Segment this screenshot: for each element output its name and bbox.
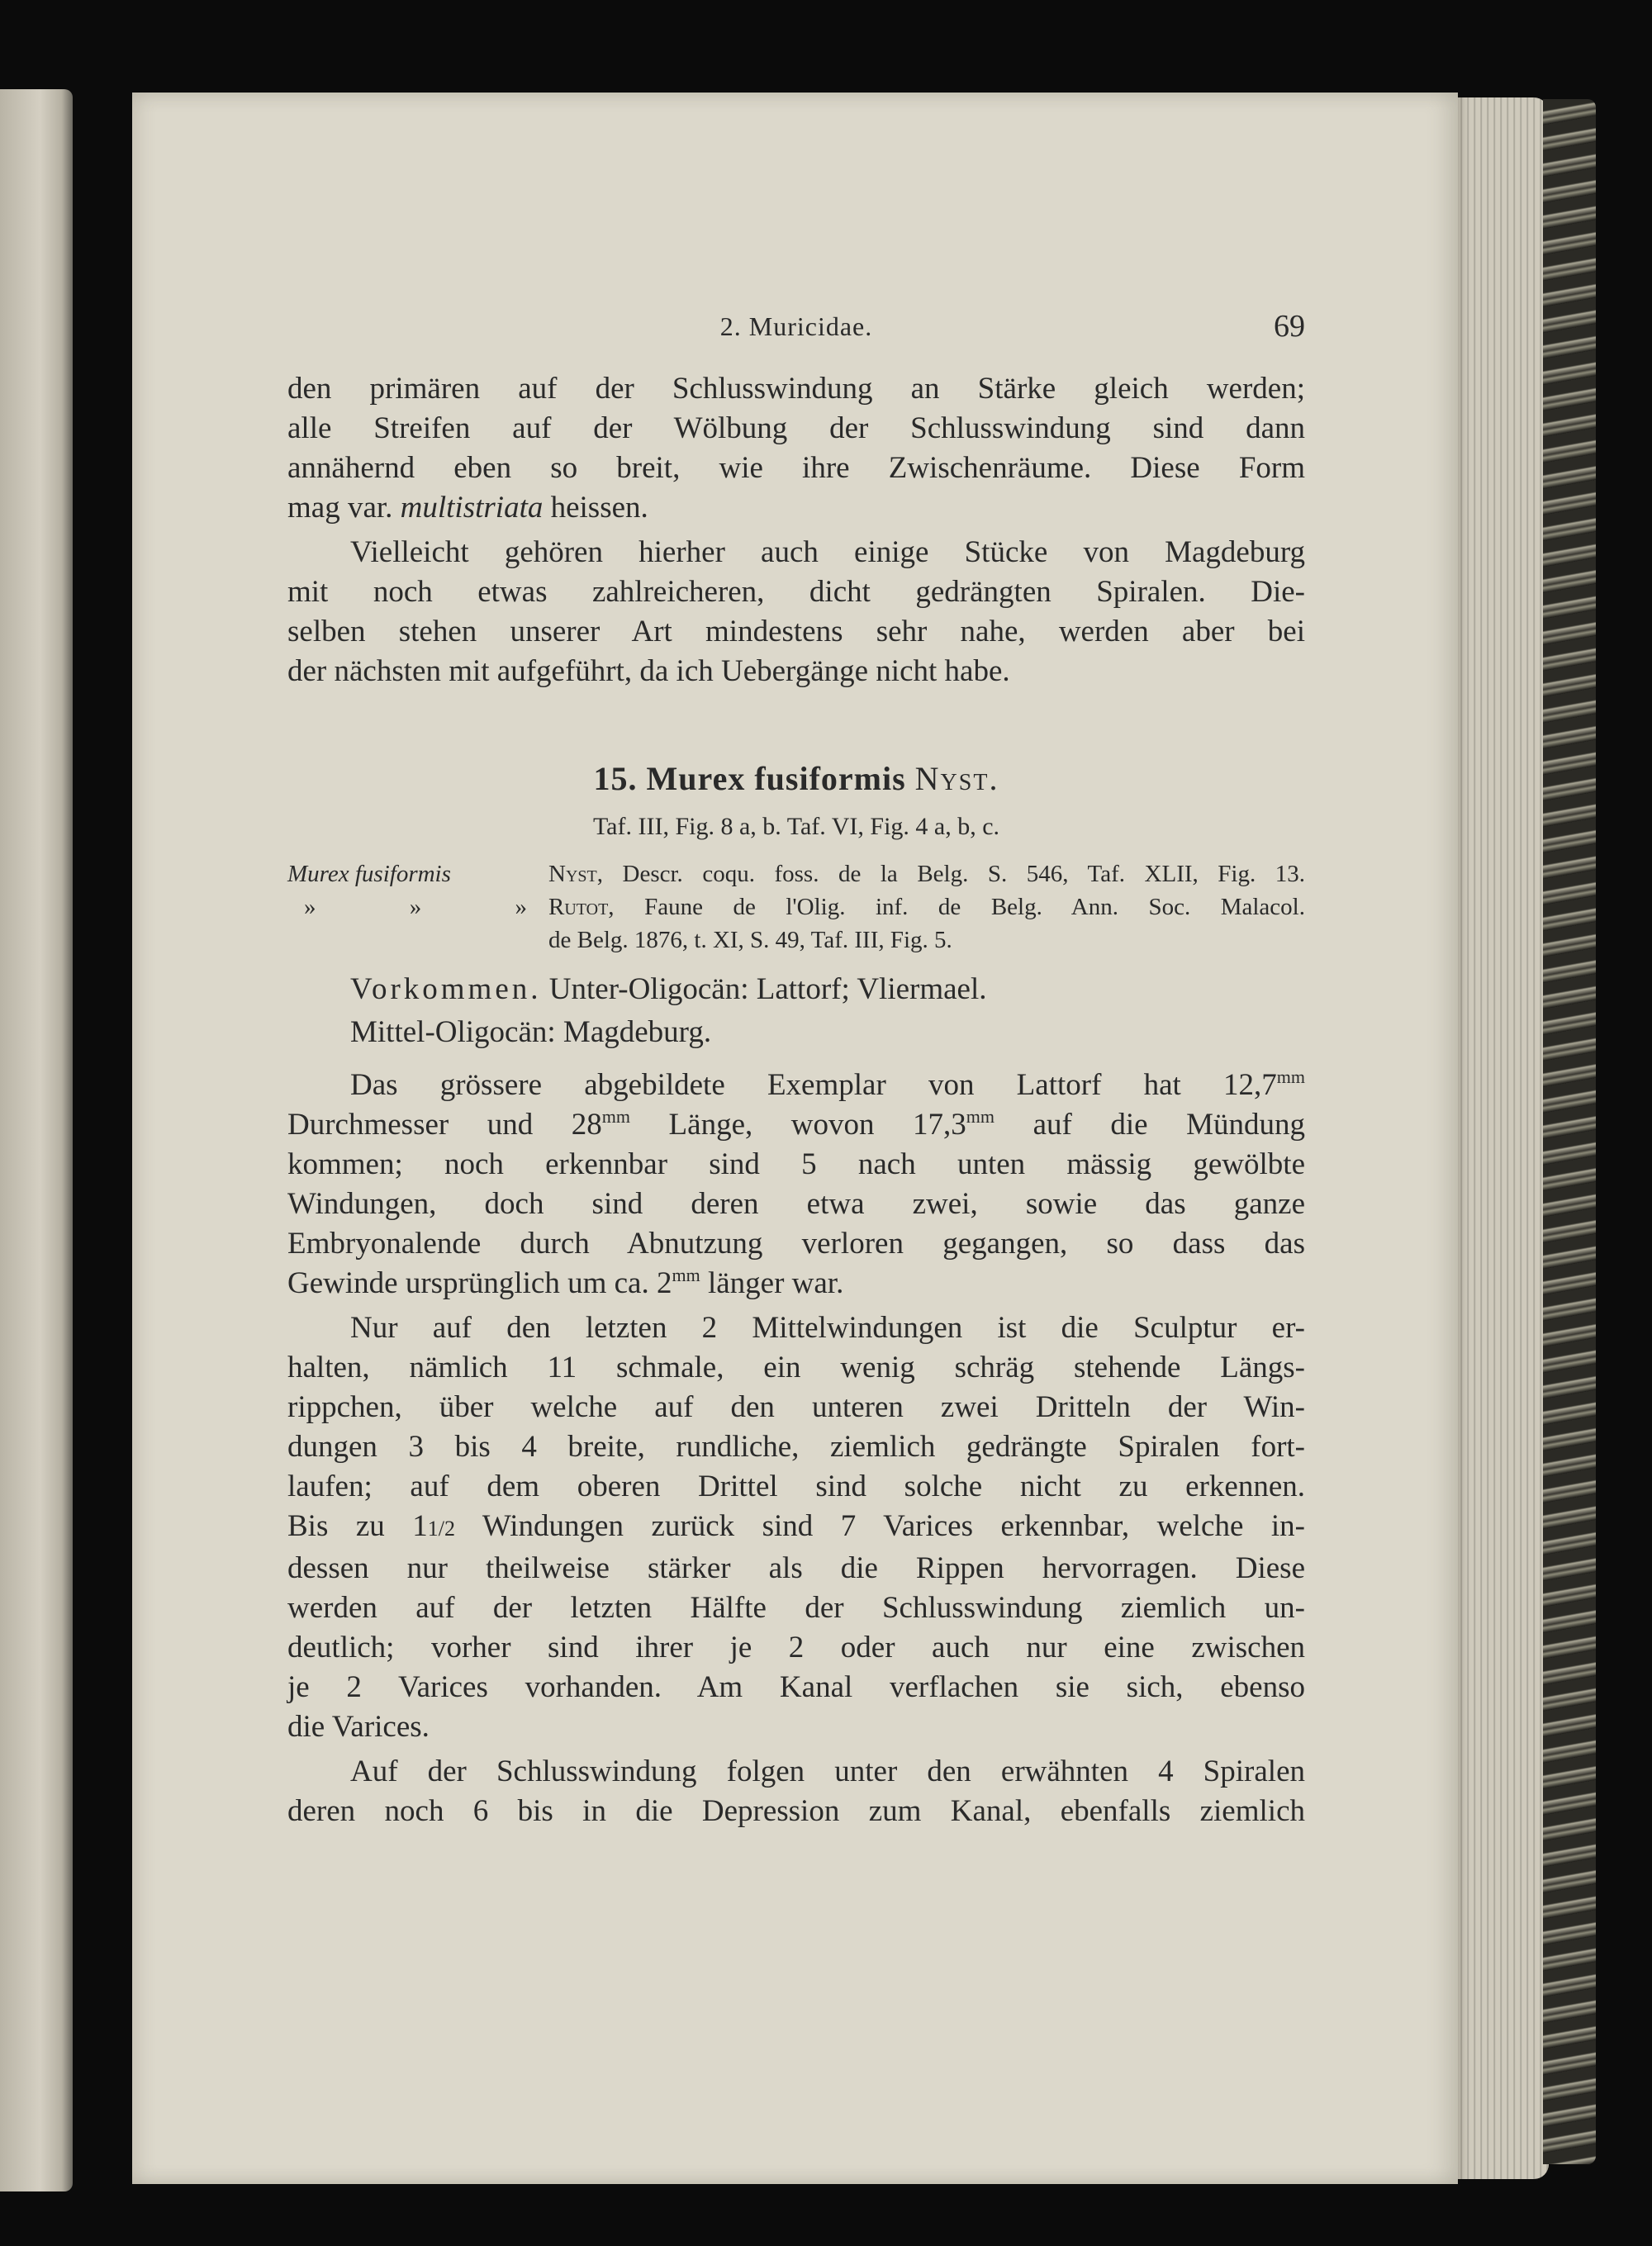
species-heading xyxy=(287,759,1305,798)
text-line xyxy=(287,488,1305,528)
text-run: Bis zu 1 xyxy=(287,1509,428,1543)
text-run: Länge, wovon 17,3 xyxy=(630,1108,966,1142)
synonymy-line xyxy=(287,857,1305,890)
ditto-group xyxy=(287,890,527,924)
text-line: Auf der Schlusswindung folgen unter den erwähnten 4 Spiralen xyxy=(350,1755,1305,1788)
occurrence-label: Vorkommen. xyxy=(350,972,542,1006)
species-author: Nyst. xyxy=(914,760,999,797)
text-line: Vielleicht gehören hierher auch einige Stücke von Magdeburg xyxy=(350,535,1305,569)
synonymy-block xyxy=(287,857,1305,957)
synonym-name: Murex fusiformis xyxy=(287,861,451,887)
text-line xyxy=(287,1066,1305,1105)
unit-mm: mm xyxy=(1276,1066,1305,1087)
text-run: länger war. xyxy=(700,1266,844,1300)
ditto-marks xyxy=(287,890,548,924)
species-name: Murex fusiformis xyxy=(646,760,906,797)
text-line: annähernd eben so breit, wie ihre Zwischenräume. Diese Form xyxy=(287,451,1305,485)
paragraph-5 xyxy=(287,1752,1305,1831)
text-line: alle Streifen auf der Wölbung der Schlusswindung sind dann xyxy=(287,411,1305,445)
variety-name: multistriata xyxy=(400,491,544,525)
text-line: werden auf der letzten Hälfte der Schlusswindung ziemlich un- xyxy=(287,1591,1305,1625)
plate-references: Taf. III, Fig. 8 a, b. Taf. VI, Fig. 4 a, b, c. xyxy=(592,813,1000,840)
left-page-edge xyxy=(0,89,73,2191)
text-line: dessen nur theilweise stärker als die Rippen hervorragen. Diese xyxy=(287,1551,1305,1585)
book-page xyxy=(132,93,1458,2184)
synonymy-line xyxy=(287,924,1305,957)
page-number: 69 xyxy=(1274,309,1305,344)
unit-mm: mm xyxy=(672,1265,700,1285)
text-run: auf die Mündung xyxy=(995,1108,1305,1142)
text-line xyxy=(287,1105,1305,1145)
fraction: 1/2 xyxy=(427,1517,455,1541)
text-line: mit noch etwas zahlreicheren, dicht gedrängten Spiralen. Die- xyxy=(287,575,1305,609)
running-head xyxy=(287,311,1305,369)
text-line: deren noch 6 bis in die Depression zum Kanal, ebenfalls ziemlich xyxy=(287,1794,1305,1828)
citation-author: Rutot, xyxy=(548,894,615,920)
paragraph-4 xyxy=(287,1308,1305,1747)
text-line: den primären auf der Schlusswindung an Stärke gleich werden; xyxy=(287,372,1305,406)
paragraph-1 xyxy=(287,369,1305,528)
text-line: selben stehen unserer Art mindestens sehr nahe, werden aber bei xyxy=(287,615,1305,648)
running-title: 2. Muricidae. xyxy=(719,311,873,341)
species-number: 15. xyxy=(593,760,638,797)
synonym-citation xyxy=(548,890,1305,924)
text-line: je 2 Varices vorhanden. Am Kanal verflachen sie sich, ebenso xyxy=(287,1670,1305,1704)
text-line: laufen; auf dem oberen Drittel sind solche nicht zu erkennen. xyxy=(287,1470,1305,1503)
text-line: Embryonalende durch Abnutzung verloren gegangen, so dass das xyxy=(287,1227,1305,1261)
text-run: mag var. xyxy=(287,491,401,525)
text-run: Windungen zurück sind 7 Varices erkennbar, welche in- xyxy=(455,1509,1305,1543)
text-line xyxy=(287,1264,1305,1303)
citation-author: Nyst, xyxy=(548,861,603,887)
text-line: der nächsten mit aufgeführt, da ich Uebergänge nicht habe. xyxy=(287,654,1010,688)
text-line: halten, nämlich 11 schmale, ein wenig schräg stehende Längs- xyxy=(287,1351,1305,1384)
text-line: dungen 3 bis 4 breite, rundliche, ziemlich gedrängte Spiralen fort- xyxy=(287,1430,1305,1464)
unit-mm: mm xyxy=(601,1106,631,1127)
book-cover-edge xyxy=(1543,99,1596,2164)
synonymy-line xyxy=(287,890,1305,924)
text-line: rippchen, über welche auf den unteren zwei Dritteln der Win- xyxy=(287,1390,1305,1424)
text-run: heissen. xyxy=(543,491,648,525)
text-line: die Varices. xyxy=(287,1710,430,1744)
paragraph-2 xyxy=(287,533,1305,691)
text-line xyxy=(287,1507,1305,1549)
text-line: deutlich; vorher sind ihrer je 2 oder auch nur eine zwischen xyxy=(287,1631,1305,1664)
synonym-spacer xyxy=(287,924,548,957)
ditto-mark: » xyxy=(304,894,316,920)
occurrence-text: Unter-Oligocän: Lattorf; Vliermael. xyxy=(548,972,987,1006)
unit-mm: mm xyxy=(966,1106,995,1127)
occurrence-block xyxy=(287,968,1305,1054)
page-content xyxy=(287,311,1305,1836)
ditto-mark: » xyxy=(515,894,527,920)
text-run: Gewinde ursprünglich um ca. 2 xyxy=(287,1266,672,1300)
text-run: Das grössere abgebildete Exemplar von Lattorf hat 12,7 xyxy=(350,1068,1277,1102)
text-run: Durchmesser und 28 xyxy=(287,1108,602,1142)
paragraph-3 xyxy=(287,1066,1305,1303)
occurrence-line xyxy=(350,968,1305,1011)
synonym-citation xyxy=(548,857,1305,890)
text-line: Windungen, doch sind deren etwa zwei, sowie das ganze xyxy=(287,1187,1305,1221)
citation-text: Descr. coqu. foss. de la Belg. S. 546, Taf. XLII, Fig. 13. xyxy=(622,861,1305,887)
ditto-mark: » xyxy=(409,894,422,920)
text-line: kommen; noch erkennbar sind 5 nach unten mässig gewölbte xyxy=(287,1147,1305,1181)
occurrence-line: Mittel-Oligocän: Magdeburg. xyxy=(350,1015,712,1049)
text-line: Nur auf den letzten 2 Mittelwindungen ist die Sculptur er- xyxy=(350,1311,1305,1345)
citation-text: de Belg. 1876, t. XI, S. 49, Taf. III, Fig. 5. xyxy=(548,927,952,953)
citation-text: Faune de l'Olig. inf. de Belg. Ann. Soc. Malacol. xyxy=(644,894,1305,920)
